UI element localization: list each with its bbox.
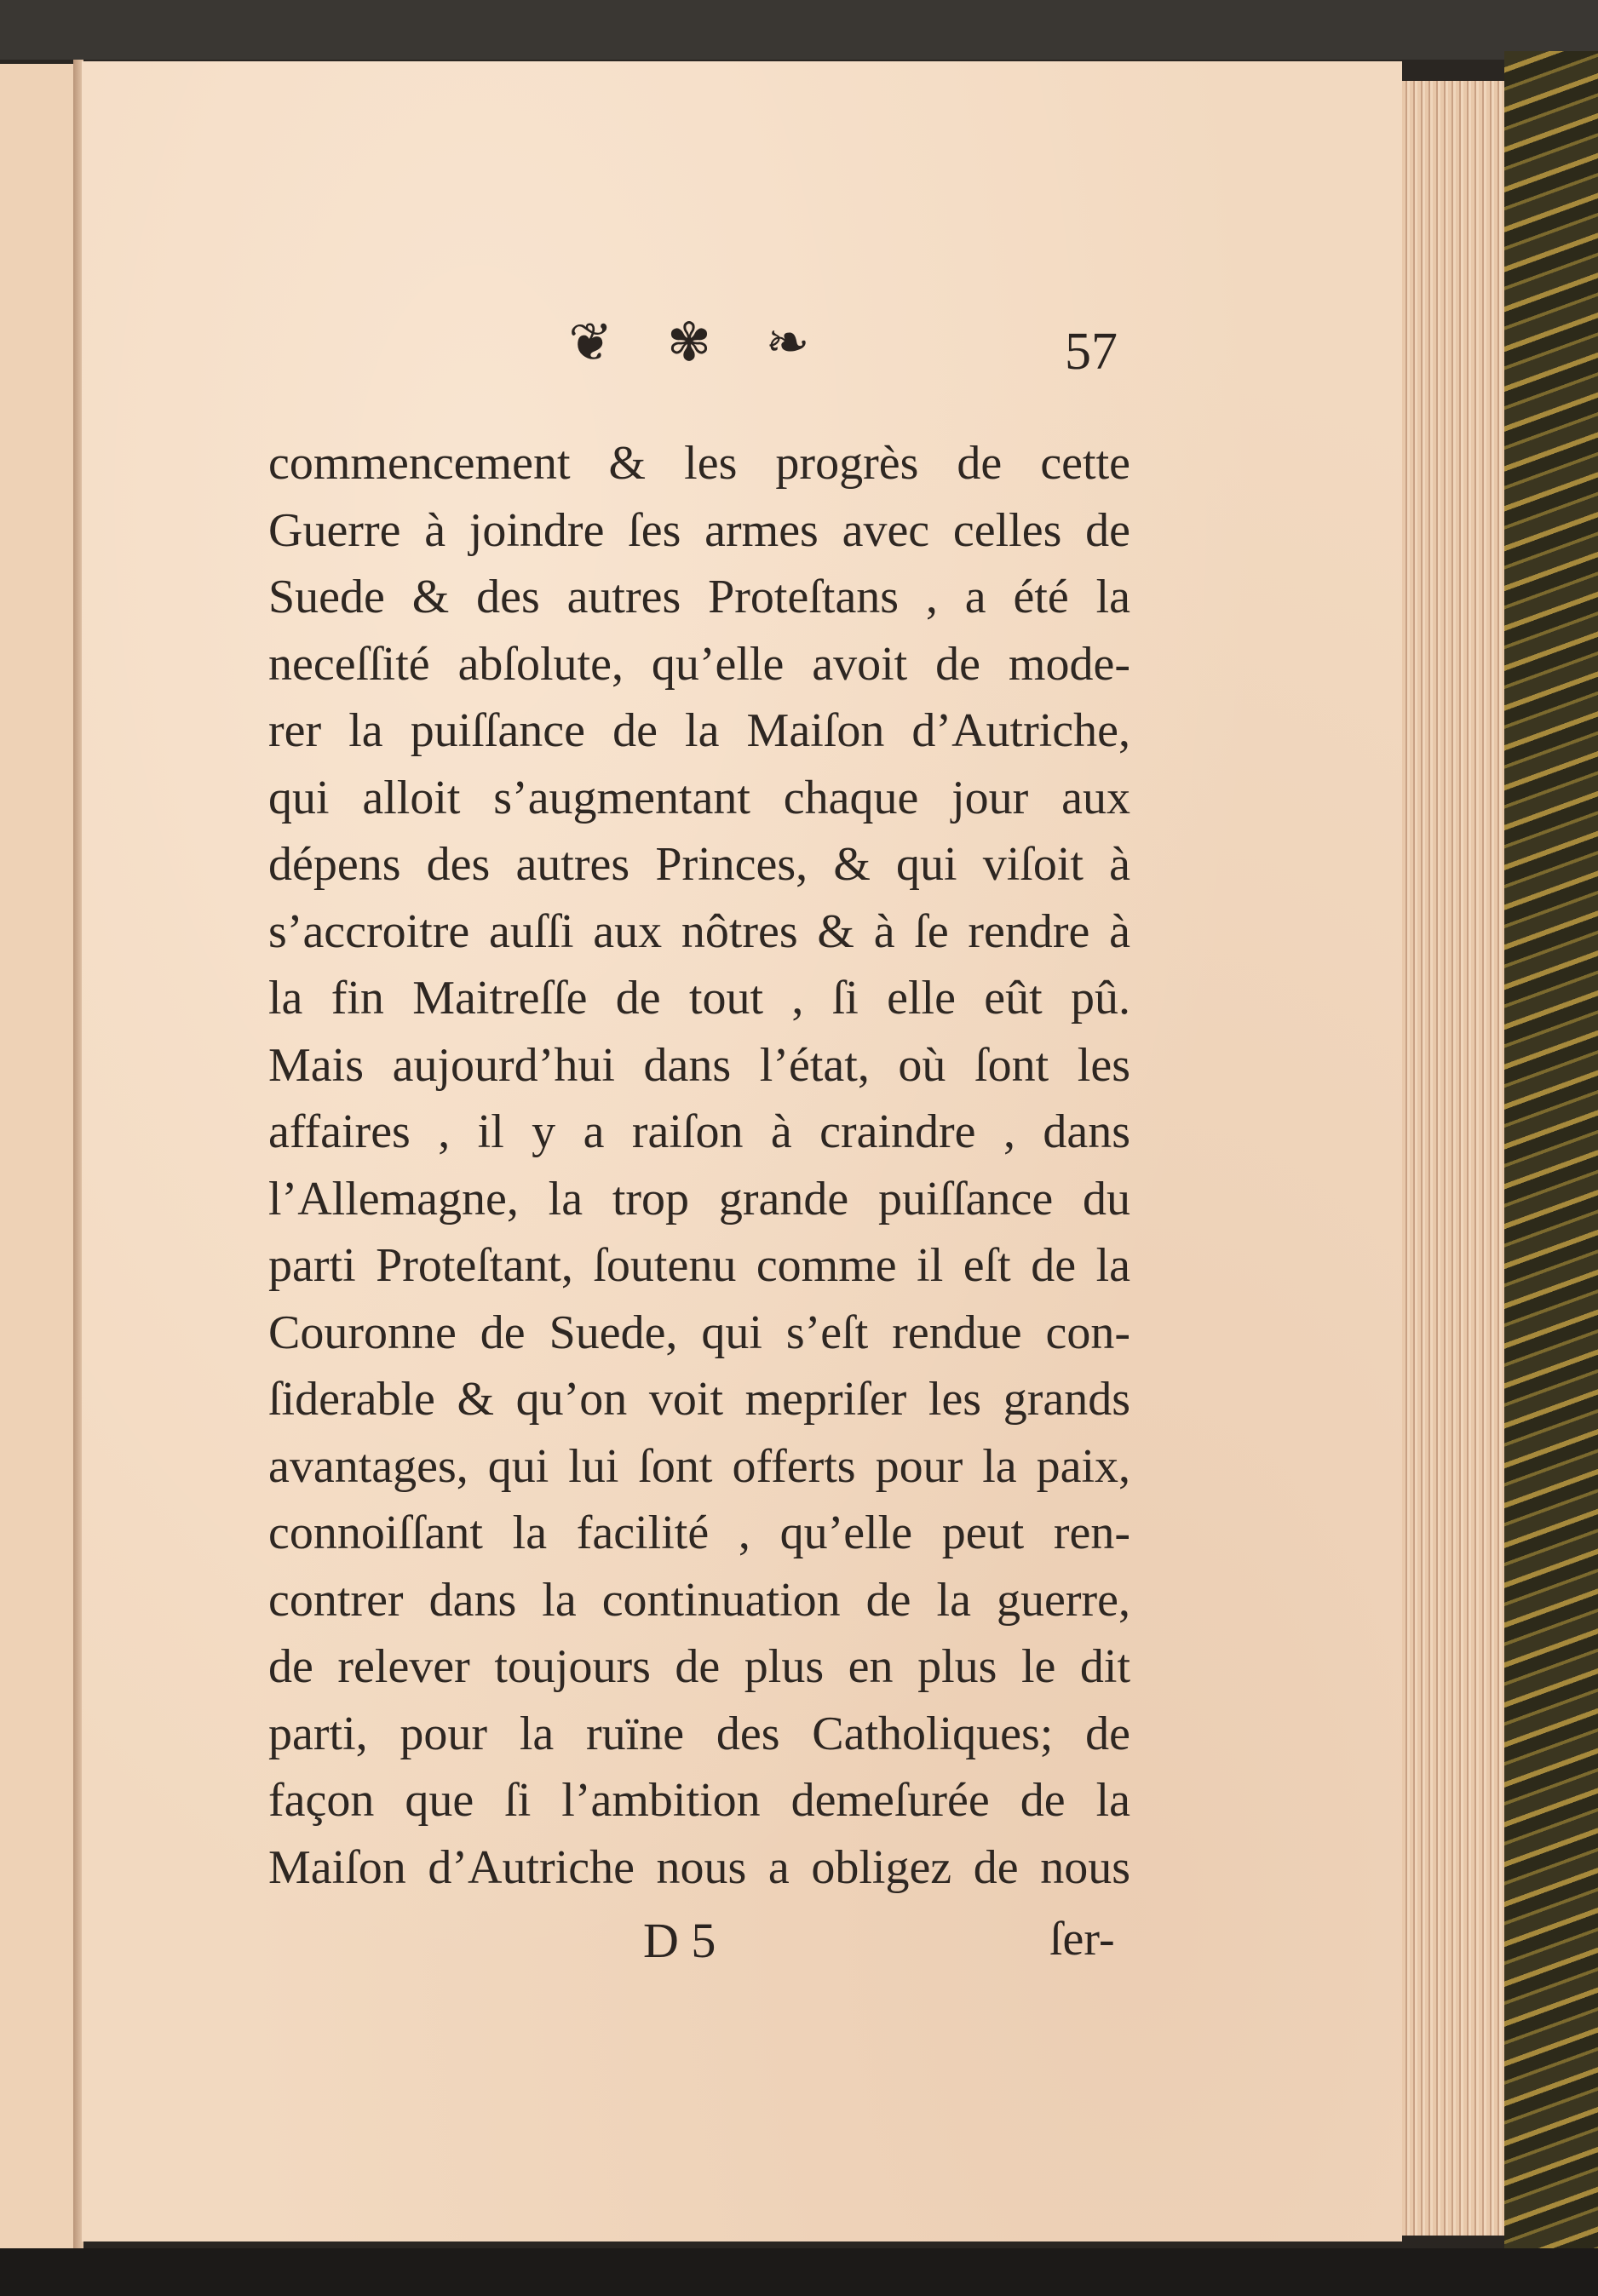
text-line-content: façon que ſi l’ambition demeſurée de la (268, 1774, 1130, 1827)
text-line-content: contrer dans la continuation de la guerre, (268, 1573, 1130, 1627)
text-line-content: Maiſon d’Autriche nous a obligez de nous (268, 1840, 1130, 1894)
marbled-cover (1504, 51, 1598, 2265)
text-line-content: commencement & les progrès de cette (268, 437, 1130, 490)
headpiece-ornament-icon: ❦ ✾ ❧ (568, 311, 829, 373)
text-line-content: la fin Maitreſſe de tout , ſi elle eût pû. (268, 972, 1130, 1025)
text-line-content: de relever toujours de plus en plus le dit (268, 1640, 1130, 1693)
text-line (268, 1300, 1130, 1367)
text-line (268, 898, 1130, 966)
text-line (268, 430, 1130, 497)
catchword: ſer- (1049, 1913, 1115, 1966)
text-line (268, 831, 1130, 898)
text-line (268, 1099, 1130, 1166)
text-line (268, 497, 1130, 565)
text-line (268, 965, 1130, 1032)
body-text (268, 430, 1130, 1901)
text-line (268, 1166, 1130, 1233)
facing-page-edge (0, 64, 76, 2261)
text-line (268, 1032, 1130, 1099)
text-line (268, 1567, 1130, 1634)
text-line (268, 1232, 1130, 1300)
text-line (268, 1633, 1130, 1701)
text-line (268, 1834, 1130, 1902)
text-line-content: Guerre à joindre ſes armes avec celles de (268, 503, 1130, 557)
text-line-content: s’accroitre auſſi aux nôtres & à ſe rendre à (268, 904, 1130, 958)
text-line (268, 564, 1130, 631)
signature-mark: D 5 (643, 1913, 716, 1968)
text-line-content: dépens des autres Princes, & qui viſoit à (268, 838, 1130, 891)
text-line (268, 1767, 1130, 1834)
text-line (268, 1366, 1130, 1433)
text-line-content: Suede & des autres Proteſtans , a été la (268, 571, 1130, 623)
page-number: 57 (1065, 323, 1118, 381)
text-line-content: qui alloit s’augmentant chaque jour aux (268, 771, 1130, 824)
text-line-content: rer la puiſſance de la Maiſon d’Autriche, (268, 704, 1130, 757)
text-line (268, 697, 1130, 765)
text-line-content: Couronne de Suede, qui s’eſt rendue con- (268, 1306, 1130, 1359)
text-line-content: parti, pour la ruïne des Catholiques; de (268, 1707, 1130, 1760)
text-line (268, 765, 1130, 832)
text-line (268, 1500, 1130, 1567)
text-line-content: ſiderable & qu’on voit mepriſer les grands (268, 1373, 1130, 1426)
page-edges (1402, 81, 1504, 2236)
text-line-content: parti Proteſtant, ſoutenu comme il eſt de la (268, 1239, 1130, 1292)
text-line-content: connoiſſant la facilité , qu’elle peut ren- (268, 1507, 1130, 1559)
text-line (268, 1433, 1130, 1501)
text-line (268, 1701, 1130, 1768)
text-line-content: Mais aujourd’hui dans l’état, où ſont les (268, 1038, 1130, 1092)
text-line (268, 631, 1130, 698)
text-line-content: l’Allemagne, la trop grande puiſſance du (268, 1172, 1130, 1225)
text-line-content: affaires , il y a raiſon à craindre , dans (268, 1105, 1130, 1158)
scan-background-top (0, 0, 1598, 60)
text-line-content: neceſſité abſolute, qu’elle avoit de mode- (268, 637, 1130, 691)
text-line-content: avantages, qui lui ſont offerts pour la paix, (268, 1439, 1130, 1493)
scan-background-bottom (0, 2248, 1598, 2296)
